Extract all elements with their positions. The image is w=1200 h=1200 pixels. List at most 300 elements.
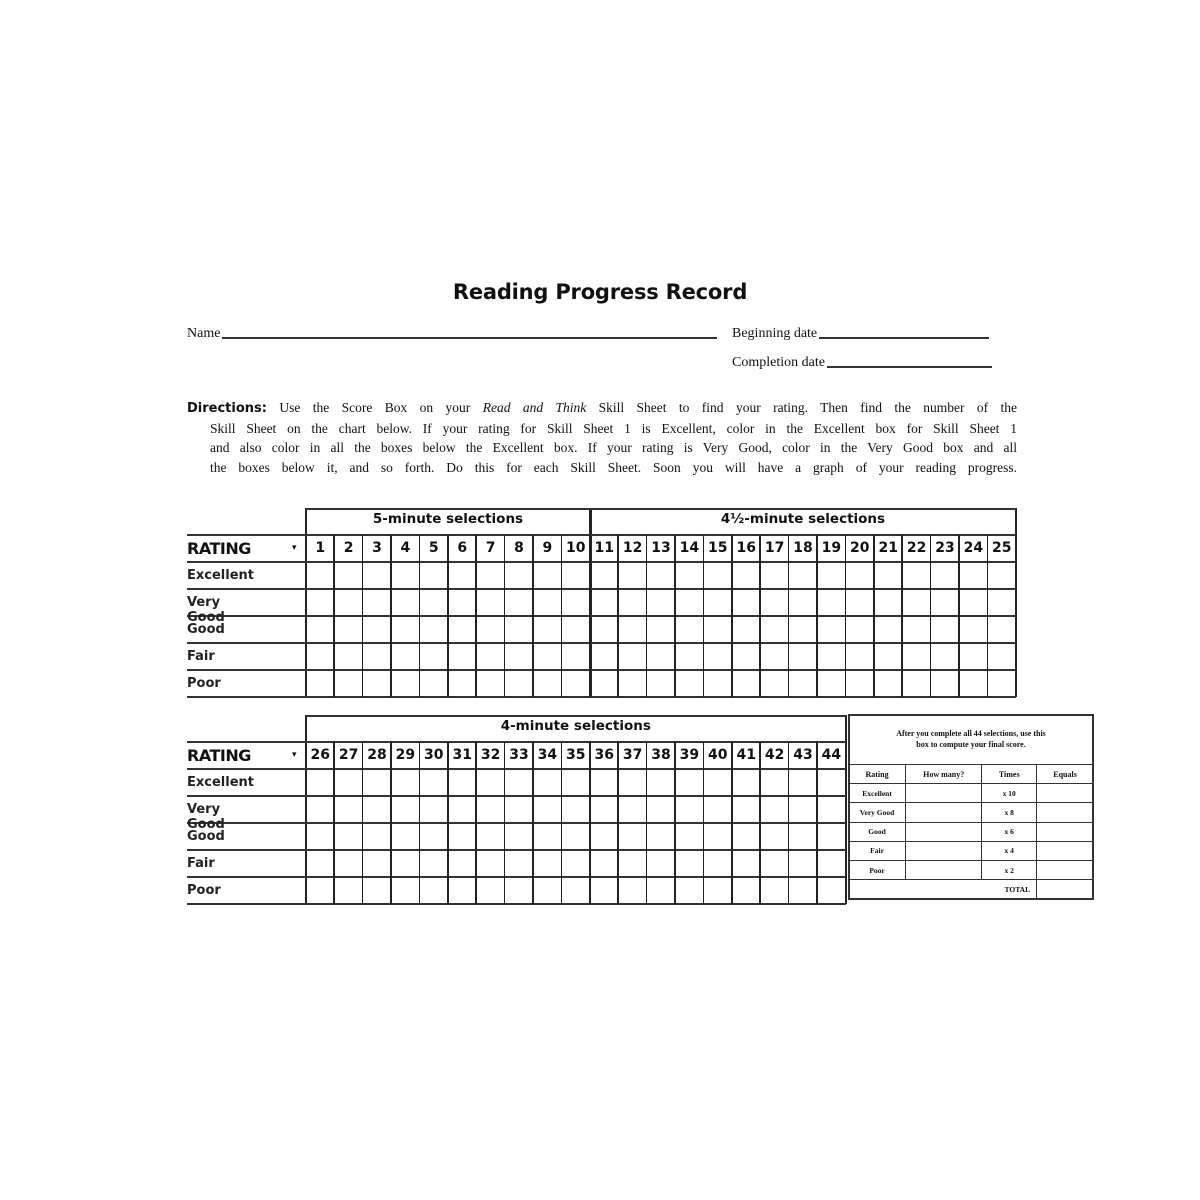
cell-very-good-22[interactable] xyxy=(902,589,930,616)
cell-good-15[interactable] xyxy=(704,616,732,643)
cell-excellent-41[interactable] xyxy=(732,769,760,796)
cell-fair-29[interactable] xyxy=(391,850,419,877)
cell-poor-37[interactable] xyxy=(618,877,646,904)
equals-input[interactable] xyxy=(1037,841,1094,860)
cell-good-29[interactable] xyxy=(391,823,419,850)
directions-label: Directions: xyxy=(187,401,267,416)
cell-good-10[interactable] xyxy=(562,616,590,643)
cell-fair-7[interactable] xyxy=(476,643,504,670)
cell-excellent-37[interactable] xyxy=(618,769,646,796)
cell-very-good-8[interactable] xyxy=(505,589,533,616)
cell-excellent-13[interactable] xyxy=(647,562,675,589)
cell-fair-9[interactable] xyxy=(533,643,561,670)
cell-very-good-41[interactable] xyxy=(732,796,760,823)
cell-very-good-38[interactable] xyxy=(647,796,675,823)
cell-good-43[interactable] xyxy=(789,823,817,850)
cell-poor-31[interactable] xyxy=(448,877,476,904)
cell-poor-13[interactable] xyxy=(647,670,675,697)
cell-good-2[interactable] xyxy=(334,616,362,643)
rating-label-poor: Poor xyxy=(187,676,221,691)
cell-good-7[interactable] xyxy=(476,616,504,643)
cell-excellent-5[interactable] xyxy=(420,562,448,589)
selection-number: 13 xyxy=(651,540,671,556)
cell-good-18[interactable] xyxy=(789,616,817,643)
cell-good-16[interactable] xyxy=(732,616,760,643)
cell-very-good-34[interactable] xyxy=(533,796,561,823)
cell-fair-11[interactable] xyxy=(590,643,618,670)
cell-good-38[interactable] xyxy=(647,823,675,850)
selection-number: 18 xyxy=(793,540,813,556)
cell-excellent-43[interactable] xyxy=(789,769,817,796)
total-label: TOTAL xyxy=(849,880,1037,899)
selection-number: 36 xyxy=(594,747,614,763)
score-row-good: Good x 6 xyxy=(849,822,1094,841)
directions-line-3: and also color in all the boxes below the Excellent box. If your rating is Very Good, color in the Very Good box and all xyxy=(210,440,1017,455)
cell-poor-32[interactable] xyxy=(476,877,504,904)
completion-date-field[interactable] xyxy=(732,355,992,371)
name-field[interactable] xyxy=(187,326,717,342)
cell-excellent-22[interactable] xyxy=(902,562,930,589)
cell-fair-16[interactable] xyxy=(732,643,760,670)
cell-very-good-9[interactable] xyxy=(533,589,561,616)
down-arrow-icon: ▾ xyxy=(292,750,297,760)
cell-very-good-3[interactable] xyxy=(363,589,391,616)
selection-number: 19 xyxy=(821,540,842,556)
cell-excellent-39[interactable] xyxy=(675,769,703,796)
header-rating: Rating xyxy=(849,765,906,784)
cell-fair-3[interactable] xyxy=(363,643,391,670)
selection-number: 37 xyxy=(622,747,643,763)
cell-fair-14[interactable] xyxy=(675,643,703,670)
grid-top-border xyxy=(306,508,1016,510)
selection-number: 21 xyxy=(878,540,898,556)
cell-excellent-30[interactable] xyxy=(420,769,448,796)
cell-good-40[interactable] xyxy=(704,823,732,850)
cell-excellent-8[interactable] xyxy=(505,562,533,589)
cell-poor-26[interactable] xyxy=(306,877,334,904)
cell-poor-3[interactable] xyxy=(363,670,391,697)
selection-number: 24 xyxy=(963,540,984,556)
cell-poor-34[interactable] xyxy=(533,877,561,904)
cell-very-good-28[interactable] xyxy=(363,796,391,823)
selection-number: 22 xyxy=(906,540,927,556)
cell-good-27[interactable] xyxy=(334,823,362,850)
cell-good-37[interactable] xyxy=(618,823,646,850)
cell-very-good-11[interactable] xyxy=(590,589,618,616)
cell-good-1[interactable] xyxy=(306,616,334,643)
selection-number: 26 xyxy=(310,747,330,763)
cell-poor-39[interactable] xyxy=(675,877,703,904)
score-box-instructions: After you complete all 44 selections, use this box to compute your final score. xyxy=(896,729,1046,749)
cell-poor-8[interactable] xyxy=(505,670,533,697)
cell-very-good-40[interactable] xyxy=(704,796,732,823)
cell-excellent-27[interactable] xyxy=(334,769,362,796)
selection-number: 3 xyxy=(372,540,382,556)
cell-very-good-7[interactable] xyxy=(476,589,504,616)
cell-very-good-24[interactable] xyxy=(959,589,987,616)
cell-excellent-10[interactable] xyxy=(562,562,590,589)
cell-good-4[interactable] xyxy=(391,616,419,643)
cell-very-good-20[interactable] xyxy=(846,589,874,616)
selection-number: 8 xyxy=(514,540,524,556)
cell-very-good-29[interactable] xyxy=(391,796,419,823)
equals-input[interactable] xyxy=(1037,784,1094,803)
score-table-header xyxy=(849,765,1094,784)
rating-label-excellent: Excellent xyxy=(187,568,254,583)
completion-date-input-line[interactable] xyxy=(827,366,992,368)
directions-line-2: Skill Sheet on the chart below. If your rating for Skill Sheet 1 is Excellent, color in the Excellent box for Skill Sheet 1 xyxy=(210,420,1017,436)
cell-good-30[interactable] xyxy=(420,823,448,850)
cell-very-good-42[interactable] xyxy=(760,796,788,823)
cell-fair-6[interactable] xyxy=(448,643,476,670)
cell-excellent-7[interactable] xyxy=(476,562,504,589)
cell-very-good-25[interactable] xyxy=(988,589,1016,616)
cell-fair-20[interactable] xyxy=(846,643,874,670)
directions-paragraph xyxy=(187,398,1017,477)
cell-excellent-14[interactable] xyxy=(675,562,703,589)
cell-poor-18[interactable] xyxy=(789,670,817,697)
selection-number: 30 xyxy=(424,747,444,763)
cell-fair-31[interactable] xyxy=(448,850,476,877)
cell-good-12[interactable] xyxy=(618,616,646,643)
cell-very-good-19[interactable] xyxy=(817,589,845,616)
cell-excellent-2[interactable] xyxy=(334,562,362,589)
cell-good-3[interactable] xyxy=(363,616,391,643)
cell-fair-21[interactable] xyxy=(874,643,902,670)
cell-excellent-6[interactable] xyxy=(448,562,476,589)
total-input[interactable] xyxy=(1037,880,1094,899)
cell-fair-1[interactable] xyxy=(306,643,334,670)
cell-very-good-13[interactable] xyxy=(647,589,675,616)
rating-label-good: Good xyxy=(187,829,225,844)
cell-excellent-42[interactable] xyxy=(760,769,788,796)
selection-number: 38 xyxy=(651,747,671,763)
selection-number: 11 xyxy=(594,540,614,556)
cell-poor-17[interactable] xyxy=(760,670,788,697)
cell-poor-36[interactable] xyxy=(590,877,618,904)
cell-poor-12[interactable] xyxy=(618,670,646,697)
cell-very-good-14[interactable] xyxy=(675,589,703,616)
cell-fair-41[interactable] xyxy=(732,850,760,877)
cell-poor-11[interactable] xyxy=(590,670,618,697)
equals-input[interactable] xyxy=(1037,860,1094,879)
cell-good-34[interactable] xyxy=(533,823,561,850)
header-equals: Equals xyxy=(1037,765,1094,784)
cell-excellent-25[interactable] xyxy=(988,562,1016,589)
cell-very-good-33[interactable] xyxy=(505,796,533,823)
cell-excellent-4[interactable] xyxy=(391,562,419,589)
cell-poor-35[interactable] xyxy=(562,877,590,904)
cell-poor-10[interactable] xyxy=(562,670,590,697)
cell-very-good-15[interactable] xyxy=(704,589,732,616)
cell-very-good-35[interactable] xyxy=(562,796,590,823)
cell-poor-41[interactable] xyxy=(732,877,760,904)
cell-good-28[interactable] xyxy=(363,823,391,850)
cell-very-good-2[interactable] xyxy=(334,589,362,616)
cell-poor-7[interactable] xyxy=(476,670,504,697)
cell-fair-40[interactable] xyxy=(704,850,732,877)
selection-number: 43 xyxy=(793,747,813,763)
cell-excellent-9[interactable] xyxy=(533,562,561,589)
cell-good-6[interactable] xyxy=(448,616,476,643)
cell-excellent-26[interactable] xyxy=(306,769,334,796)
cell-excellent-38[interactable] xyxy=(647,769,675,796)
cell-excellent-12[interactable] xyxy=(618,562,646,589)
cell-fair-34[interactable] xyxy=(533,850,561,877)
cell-good-42[interactable] xyxy=(760,823,788,850)
cell-good-41[interactable] xyxy=(732,823,760,850)
beginning-date-input-line[interactable] xyxy=(819,337,989,339)
cell-good-19[interactable] xyxy=(817,616,845,643)
cell-good-25[interactable] xyxy=(988,616,1016,643)
cell-excellent-21[interactable] xyxy=(874,562,902,589)
cell-poor-24[interactable] xyxy=(959,670,987,697)
cell-poor-33[interactable] xyxy=(505,877,533,904)
score-row-very-good: Very Good x 8 xyxy=(849,803,1094,822)
rating-label-excellent: Excellent xyxy=(187,775,254,790)
cell-fair-13[interactable] xyxy=(647,643,675,670)
cell-fair-4[interactable] xyxy=(391,643,419,670)
cell-good-36[interactable] xyxy=(590,823,618,850)
selection-number: 28 xyxy=(367,747,387,763)
row-divider xyxy=(187,741,846,743)
cell-good-23[interactable] xyxy=(931,616,959,643)
cell-fair-26[interactable] xyxy=(306,850,334,877)
rating-label-fair: Fair xyxy=(187,856,215,871)
cell-excellent-40[interactable] xyxy=(704,769,732,796)
selection-number: 6 xyxy=(457,540,468,556)
cell-poor-20[interactable] xyxy=(846,670,874,697)
selection-number: 25 xyxy=(992,540,1012,556)
cell-poor-22[interactable] xyxy=(902,670,930,697)
rating-label-very-good: Very Good xyxy=(187,802,225,832)
selection-number: 27 xyxy=(338,747,359,763)
cell-excellent-18[interactable] xyxy=(789,562,817,589)
rating-label-good: Good xyxy=(187,622,225,637)
cell-good-21[interactable] xyxy=(874,616,902,643)
cell-poor-16[interactable] xyxy=(732,670,760,697)
cell-poor-21[interactable] xyxy=(874,670,902,697)
cell-poor-14[interactable] xyxy=(675,670,703,697)
cell-fair-23[interactable] xyxy=(931,643,959,670)
cell-fair-30[interactable] xyxy=(420,850,448,877)
cell-poor-40[interactable] xyxy=(704,877,732,904)
selection-number: 44 xyxy=(821,747,842,763)
cell-fair-2[interactable] xyxy=(334,643,362,670)
cell-excellent-31[interactable] xyxy=(448,769,476,796)
cell-very-good-31[interactable] xyxy=(448,796,476,823)
selection-number: 29 xyxy=(395,747,416,763)
cell-good-20[interactable] xyxy=(846,616,874,643)
book-title: Read and Think xyxy=(482,400,587,415)
cell-excellent-33[interactable] xyxy=(505,769,533,796)
cell-fair-28[interactable] xyxy=(363,850,391,877)
cell-good-39[interactable] xyxy=(675,823,703,850)
cell-excellent-36[interactable] xyxy=(590,769,618,796)
cell-excellent-44[interactable] xyxy=(817,769,845,796)
selection-number: 17 xyxy=(764,540,785,556)
cell-poor-43[interactable] xyxy=(789,877,817,904)
how-many-input[interactable] xyxy=(906,841,982,860)
cell-good-31[interactable] xyxy=(448,823,476,850)
cell-good-22[interactable] xyxy=(902,616,930,643)
cell-poor-23[interactable] xyxy=(931,670,959,697)
beginning-date-field[interactable] xyxy=(732,326,989,342)
rating-label-poor: Poor xyxy=(187,883,221,898)
rating-label-very-good: Very Good xyxy=(187,595,225,625)
cell-good-44[interactable] xyxy=(817,823,845,850)
cell-fair-35[interactable] xyxy=(562,850,590,877)
cell-excellent-11[interactable] xyxy=(590,562,618,589)
cell-very-good-37[interactable] xyxy=(618,796,646,823)
cell-excellent-29[interactable] xyxy=(391,769,419,796)
cell-fair-5[interactable] xyxy=(420,643,448,670)
equals-input[interactable] xyxy=(1037,803,1094,822)
selection-number: 1 xyxy=(315,540,326,556)
cell-very-good-32[interactable] xyxy=(476,796,504,823)
cell-poor-15[interactable] xyxy=(704,670,732,697)
cell-fair-15[interactable] xyxy=(704,643,732,670)
score-row-total xyxy=(849,880,1094,899)
cell-fair-8[interactable] xyxy=(505,643,533,670)
cell-excellent-28[interactable] xyxy=(363,769,391,796)
cell-poor-38[interactable] xyxy=(647,877,675,904)
cell-very-good-39[interactable] xyxy=(675,796,703,823)
completion-date-label: Completion date xyxy=(732,355,825,370)
cell-fair-19[interactable] xyxy=(817,643,845,670)
cell-poor-44[interactable] xyxy=(817,877,845,904)
cell-excellent-1[interactable] xyxy=(306,562,334,589)
cell-very-good-12[interactable] xyxy=(618,589,646,616)
cell-very-good-6[interactable] xyxy=(448,589,476,616)
cell-very-good-43[interactable] xyxy=(789,796,817,823)
cell-good-14[interactable] xyxy=(675,616,703,643)
cell-fair-32[interactable] xyxy=(476,850,504,877)
cell-very-good-10[interactable] xyxy=(562,589,590,616)
cell-very-good-21[interactable] xyxy=(874,589,902,616)
cell-fair-37[interactable] xyxy=(618,850,646,877)
cell-very-good-1[interactable] xyxy=(306,589,334,616)
header-how-many: How many? xyxy=(906,765,982,784)
score-table xyxy=(848,764,1094,898)
cell-very-good-18[interactable] xyxy=(789,589,817,616)
cell-excellent-34[interactable] xyxy=(533,769,561,796)
cell-very-good-27[interactable] xyxy=(334,796,362,823)
cell-excellent-15[interactable] xyxy=(704,562,732,589)
cell-excellent-16[interactable] xyxy=(732,562,760,589)
cell-very-good-44[interactable] xyxy=(817,796,845,823)
selection-number: 4 xyxy=(400,540,411,556)
selection-number: 33 xyxy=(509,747,529,763)
cell-excellent-23[interactable] xyxy=(931,562,959,589)
cell-poor-9[interactable] xyxy=(533,670,561,697)
cell-poor-30[interactable] xyxy=(420,877,448,904)
cell-very-good-17[interactable] xyxy=(760,589,788,616)
cell-poor-6[interactable] xyxy=(448,670,476,697)
cell-excellent-32[interactable] xyxy=(476,769,504,796)
cell-fair-24[interactable] xyxy=(959,643,987,670)
how-many-input[interactable] xyxy=(906,784,982,803)
cell-very-good-30[interactable] xyxy=(420,796,448,823)
cell-excellent-24[interactable] xyxy=(959,562,987,589)
score-row-excellent: Excellent x 10 xyxy=(849,784,1094,803)
cell-fair-27[interactable] xyxy=(334,850,362,877)
cell-good-9[interactable] xyxy=(533,616,561,643)
how-many-input[interactable] xyxy=(906,860,982,879)
cell-very-good-5[interactable] xyxy=(420,589,448,616)
cell-good-11[interactable] xyxy=(590,616,618,643)
cell-poor-5[interactable] xyxy=(420,670,448,697)
cell-fair-33[interactable] xyxy=(505,850,533,877)
cell-fair-25[interactable] xyxy=(988,643,1016,670)
cell-very-good-4[interactable] xyxy=(391,589,419,616)
down-arrow-icon: ▾ xyxy=(292,543,297,553)
cell-very-good-16[interactable] xyxy=(732,589,760,616)
cell-good-32[interactable] xyxy=(476,823,504,850)
header-times: Times xyxy=(982,765,1037,784)
cell-very-good-23[interactable] xyxy=(931,589,959,616)
cell-poor-27[interactable] xyxy=(334,877,362,904)
cell-good-24[interactable] xyxy=(959,616,987,643)
cell-fair-12[interactable] xyxy=(618,643,646,670)
cell-fair-43[interactable] xyxy=(789,850,817,877)
cell-good-33[interactable] xyxy=(505,823,533,850)
cell-fair-10[interactable] xyxy=(562,643,590,670)
cell-excellent-19[interactable] xyxy=(817,562,845,589)
selection-number: 35 xyxy=(566,747,586,763)
how-many-input[interactable] xyxy=(906,803,982,822)
cell-good-26[interactable] xyxy=(306,823,334,850)
cell-good-13[interactable] xyxy=(647,616,675,643)
cell-excellent-3[interactable] xyxy=(363,562,391,589)
cell-fair-39[interactable] xyxy=(675,850,703,877)
cell-fair-17[interactable] xyxy=(760,643,788,670)
equals-input[interactable] xyxy=(1037,822,1094,841)
cell-excellent-20[interactable] xyxy=(846,562,874,589)
cell-fair-44[interactable] xyxy=(817,850,845,877)
cell-poor-29[interactable] xyxy=(391,877,419,904)
cell-poor-4[interactable] xyxy=(391,670,419,697)
cell-good-17[interactable] xyxy=(760,616,788,643)
how-many-input[interactable] xyxy=(906,822,982,841)
cell-poor-19[interactable] xyxy=(817,670,845,697)
selection-number: 10 xyxy=(566,540,586,556)
beginning-date-label: Beginning date xyxy=(732,326,818,341)
cell-good-8[interactable] xyxy=(505,616,533,643)
cell-fair-42[interactable] xyxy=(760,850,788,877)
cell-excellent-17[interactable] xyxy=(760,562,788,589)
cell-very-good-26[interactable] xyxy=(306,796,334,823)
cell-poor-42[interactable] xyxy=(760,877,788,904)
cell-fair-38[interactable] xyxy=(647,850,675,877)
selection-number: 31 xyxy=(452,747,472,763)
cell-poor-1[interactable] xyxy=(306,670,334,697)
cell-poor-28[interactable] xyxy=(363,877,391,904)
cell-excellent-35[interactable] xyxy=(562,769,590,796)
selection-number: 34 xyxy=(537,747,558,763)
name-input-line[interactable] xyxy=(222,337,717,339)
cell-good-5[interactable] xyxy=(420,616,448,643)
cell-very-good-36[interactable] xyxy=(590,796,618,823)
cell-good-35[interactable] xyxy=(562,823,590,850)
cell-fair-22[interactable] xyxy=(902,643,930,670)
cell-poor-25[interactable] xyxy=(988,670,1016,697)
cell-fair-36[interactable] xyxy=(590,850,618,877)
cell-poor-2[interactable] xyxy=(334,670,362,697)
name-label: Name xyxy=(187,326,221,341)
cell-fair-18[interactable] xyxy=(789,643,817,670)
score-row-poor: Poor x 2 xyxy=(849,860,1094,879)
